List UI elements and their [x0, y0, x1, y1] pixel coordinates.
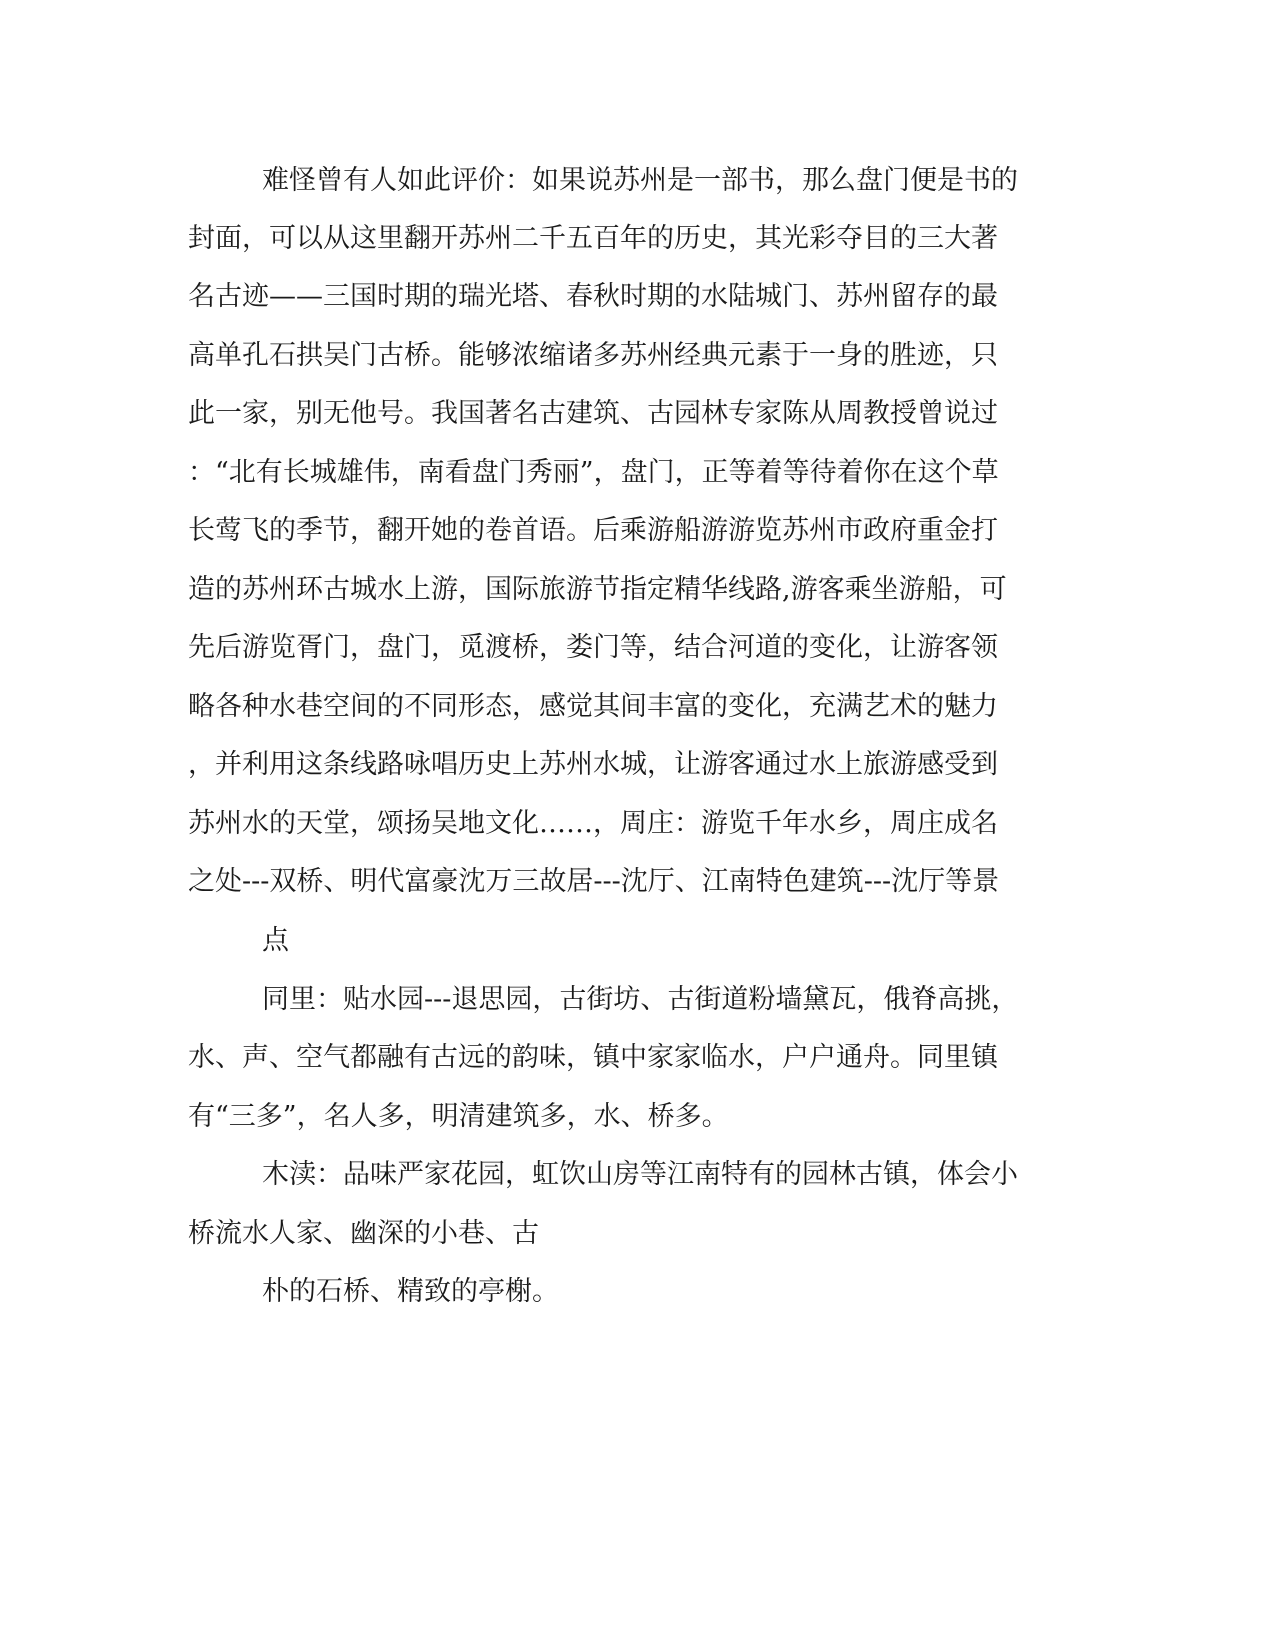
paragraph-line: ，并利用这条线路咏唱历史上苏州水城，让游客通过水上旅游感受到 — [188, 749, 998, 780]
paragraph-line: 之处---双桥、明代富豪沈万三故居---沈厅、江南特色建筑---沈厅等景 — [188, 866, 1000, 897]
paragraph-line: 同里：贴水园---退思园，古街坊、古街道粉墙黛瓦，俄脊高挑， — [262, 984, 1019, 1015]
paragraph-line: 造的苏州环古城水上游，国际旅游节指定精华线路,游客乘坐游船，可 — [188, 574, 1007, 605]
paragraph-line: 水、声、空气都融有古远的韵味，镇中家家临水，户户通舟。同里镇 — [188, 1042, 998, 1073]
paragraph-line: 封面，可以从这里翻开苏州二千五百年的历史，其光彩夺目的三大著 — [188, 223, 998, 254]
paragraph-line: 先后游览胥门，盘门，觅渡桥，娄门等，结合河道的变化，让游客领 — [188, 632, 998, 663]
paragraph-line: 苏州水的天堂，颂扬吴地文化……，周庄：游览千年水乡，周庄成名 — [188, 808, 998, 839]
paragraph-line: 木渎：品味严家花园，虹饮山房等江南特有的园林古镇，体会小 — [262, 1159, 1018, 1190]
paragraph-line: 略各种水巷空间的不同形态，感觉其间丰富的变化，充满艺术的魅力 — [188, 691, 998, 722]
paragraph-line: 此一家，别无他号。我国著名古建筑、古园林专家陈从周教授曾说过 — [188, 398, 998, 429]
paragraph-line: 难怪曾有人如此评价：如果说苏州是一部书，那么盘门便是书的 — [262, 165, 1018, 196]
paragraph-line: 朴的石桥、精致的亭榭。 — [262, 1276, 559, 1307]
paragraph-line: 点 — [262, 925, 289, 956]
paragraph-line: 高单孔石拱吴门古桥。能够浓缩诸多苏州经典元素于一身的胜迹，只 — [188, 340, 998, 371]
paragraph-line: 桥流水人家、幽深的小巷、古 — [188, 1218, 539, 1249]
paragraph-line: 有“三多”，名人多，明清建筑多，水、桥多。 — [188, 1101, 729, 1132]
paragraph-line: ：“北有长城雄伟，南看盘门秀丽”，盘门，正等着等待着你在这个草 — [188, 457, 999, 488]
paragraph-line: 长莺飞的季节，翻开她的卷首语。后乘游船游游览苏州市政府重金打 — [188, 515, 998, 546]
paragraph-line: 名古迹——三国时期的瑞光塔、春秋时期的水陆城门、苏州留存的最 — [188, 281, 998, 312]
